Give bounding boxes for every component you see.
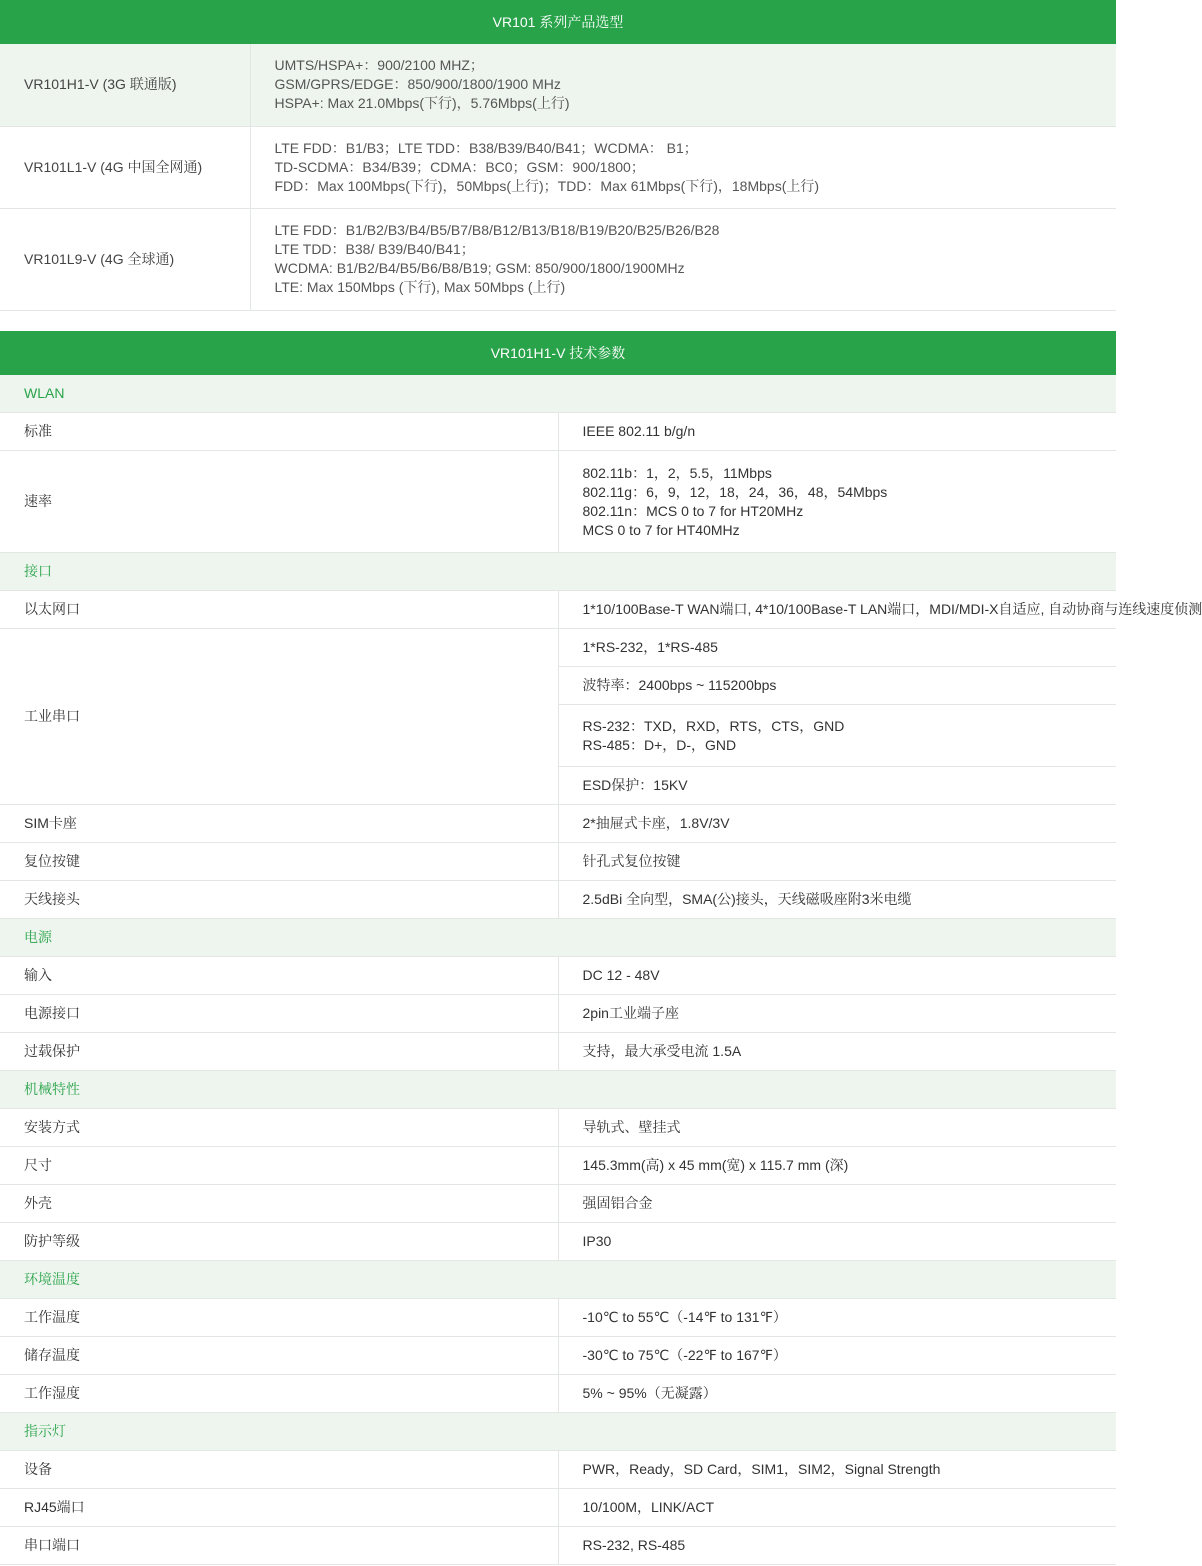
- param-label: 串口端口: [0, 1527, 558, 1565]
- spec-line: LTE TDD：B38/ B39/B40/B41；: [274, 241, 475, 257]
- section-heading-interface: [0, 553, 1116, 591]
- param-value: 支持，最大承受电流 1.5A: [558, 1033, 1116, 1071]
- table-row: [0, 805, 1116, 843]
- param-label: 工作温度: [0, 1299, 558, 1337]
- rate-line: MCS 0 to 7 for HT40MHz: [582, 521, 740, 538]
- section-heading: 电源: [0, 919, 1116, 957]
- spec-line: FDD：Max 100Mbps(下行)，50Mbps(上行)；TDD：Max 61Mbps(下行)，18Mbps(上行): [274, 177, 820, 194]
- table-row: [0, 1451, 1116, 1489]
- spec-table-title: VR101H1-V 技术参数: [0, 331, 1116, 375]
- spec-line: GSM/GPRS/EDGE：850/900/1800/1900 MHz: [274, 76, 561, 93]
- param-label: 输入: [0, 957, 558, 995]
- spec-line: LTE FDD：B1/B3；LTE TDD：B38/B39/B40/B41；WCDMA： B1；: [274, 139, 698, 156]
- spec-line: LTE FDD：B1/B2/B3/B4/B5/B7/B8/B12/B13/B18/B19/B20/B25/B26/B28: [274, 222, 720, 238]
- pin-line: RS-232：TXD，RXD，RTS，CTS，GND: [582, 717, 845, 734]
- selection-table-title: VR101 系列产品选型: [0, 0, 1116, 44]
- param-value: IP30: [558, 1223, 1116, 1261]
- table-row: [0, 995, 1116, 1033]
- table-row: [0, 1109, 1116, 1147]
- param-value: [558, 451, 1116, 553]
- table-row: [0, 957, 1116, 995]
- table-row: [0, 1223, 1116, 1261]
- table-row: [0, 1185, 1116, 1223]
- model-spec: [250, 208, 1116, 310]
- param-label: 安装方式: [0, 1109, 558, 1147]
- table-row: [0, 1147, 1116, 1185]
- param-value: 10/100M，LINK/ACT: [558, 1489, 1116, 1527]
- section-heading: 环境温度: [0, 1261, 1116, 1299]
- param-label: 尺寸: [0, 1147, 558, 1185]
- table-row: [0, 881, 1116, 919]
- table-row: [0, 629, 1116, 667]
- rate-line: 802.11b：1，2，5.5，11Mbps: [582, 464, 772, 481]
- model-name: VR101H1-V (3G 联通版): [0, 44, 250, 126]
- param-value: 波特率：2400bps ~ 115200bps: [558, 667, 1116, 705]
- model-name: VR101L1-V (4G 中国全网通): [0, 126, 250, 208]
- rate-line: 802.11g：6，9，12，18，24，36，48，54Mbps: [582, 483, 888, 500]
- section-heading: WLAN: [0, 375, 1116, 413]
- section-heading-leds: [0, 1413, 1116, 1451]
- param-value: 导轨式、壁挂式: [558, 1109, 1116, 1147]
- param-value: 2.5dBi 全向型，SMA(公)接头，天线磁吸座附3米电缆: [558, 881, 1116, 919]
- table-row: [0, 451, 1116, 553]
- param-value: 2pin工业端子座: [558, 995, 1116, 1033]
- param-label: 储存温度: [0, 1337, 558, 1375]
- param-value: DC 12 - 48V: [558, 957, 1116, 995]
- spec-line: LTE: Max 150Mbps (下行), Max 50Mbps (上行): [274, 279, 566, 295]
- model-spec: [250, 44, 1116, 126]
- section-heading: 指示灯: [0, 1413, 1116, 1451]
- param-label: RJ45端口: [0, 1489, 558, 1527]
- param-label: 以太网口: [0, 591, 558, 629]
- param-label: 设备: [0, 1451, 558, 1489]
- param-label: 工业串口: [0, 629, 558, 805]
- table-row: [0, 44, 1116, 126]
- param-value: 1*10/100Base-T WAN端口, 4*10/100Base-T LAN端口，MDI/MDI-X自适应, 自动协商与连线速度侦测: [558, 591, 1116, 629]
- param-value: -10℃ to 55℃（-14℉ to 131℉）: [558, 1299, 1116, 1337]
- param-value: ESD保护：15KV: [558, 767, 1116, 805]
- section-heading: 机械特性: [0, 1071, 1116, 1109]
- param-value: 5% ~ 95%（无凝露）: [558, 1375, 1116, 1413]
- spec-line: WCDMA: B1/B2/B4/B5/B6/B8/B19; GSM: 850/900/1800/1900MHz: [274, 260, 685, 276]
- param-label: 防护等级: [0, 1223, 558, 1261]
- param-value: PWR，Ready，SD Card，SIM1，SIM2，Signal Strength: [558, 1451, 1116, 1489]
- param-label: 复位按键: [0, 843, 558, 881]
- param-label: 电源接口: [0, 995, 558, 1033]
- section-heading-power: [0, 919, 1116, 957]
- spec-line: HSPA+: Max 21.0Mbps(下行)，5.76Mbps(上行): [274, 95, 570, 112]
- param-label: 速率: [0, 451, 558, 553]
- param-value: [558, 705, 1116, 767]
- param-value: 针孔式复位按键: [558, 843, 1116, 881]
- section-spacer: [0, 311, 1116, 331]
- section-heading-mechanical: [0, 1071, 1116, 1109]
- model-name: VR101L9-V (4G 全球通): [0, 208, 250, 310]
- param-label: 过载保护: [0, 1033, 558, 1071]
- table-row: [0, 1299, 1116, 1337]
- param-value: 2*抽屉式卡座，1.8V/3V: [558, 805, 1116, 843]
- param-value: 145.3mm(高) x 45 mm(宽) x 115.7 mm (深): [558, 1147, 1116, 1185]
- table-row: [0, 1033, 1116, 1071]
- param-value: RS-232, RS-485: [558, 1527, 1116, 1565]
- section-heading-wlan: [0, 375, 1116, 413]
- param-label: SIM卡座: [0, 805, 558, 843]
- table-row: [0, 843, 1116, 881]
- spec-line: UMTS/HSPA+：900/2100 MHZ；: [274, 57, 484, 74]
- rate-line: 802.11n：MCS 0 to 7 for HT20MHz: [582, 502, 804, 519]
- table-row: [0, 591, 1116, 629]
- table-row: [0, 126, 1116, 208]
- section-heading: 接口: [0, 553, 1116, 591]
- table-row: [0, 1489, 1116, 1527]
- param-label: 标准: [0, 413, 558, 451]
- param-value: -30℃ to 75℃（-22℉ to 167℉）: [558, 1337, 1116, 1375]
- param-value: 强固铝合金: [558, 1185, 1116, 1223]
- table-row: [0, 208, 1116, 310]
- model-spec: [250, 126, 1116, 208]
- table-row: [0, 413, 1116, 451]
- param-label: 天线接头: [0, 881, 558, 919]
- param-label: 工作湿度: [0, 1375, 558, 1413]
- model-selection-table: [0, 44, 1116, 311]
- pin-line: RS-485：D+，D-，GND: [582, 736, 737, 753]
- tech-spec-table: [0, 375, 1202, 1566]
- param-value: IEEE 802.11 b/g/n: [558, 413, 1116, 451]
- table-row: [0, 1337, 1116, 1375]
- spec-line: TD-SCDMA：B34/B39；CDMA：BC0；GSM：900/1800；: [274, 158, 645, 175]
- table-row: [0, 1527, 1116, 1565]
- section-heading-environment: [0, 1261, 1116, 1299]
- table-row: [0, 1375, 1116, 1413]
- param-label: 外壳: [0, 1185, 558, 1223]
- param-value: 1*RS-232，1*RS-485: [558, 629, 1116, 667]
